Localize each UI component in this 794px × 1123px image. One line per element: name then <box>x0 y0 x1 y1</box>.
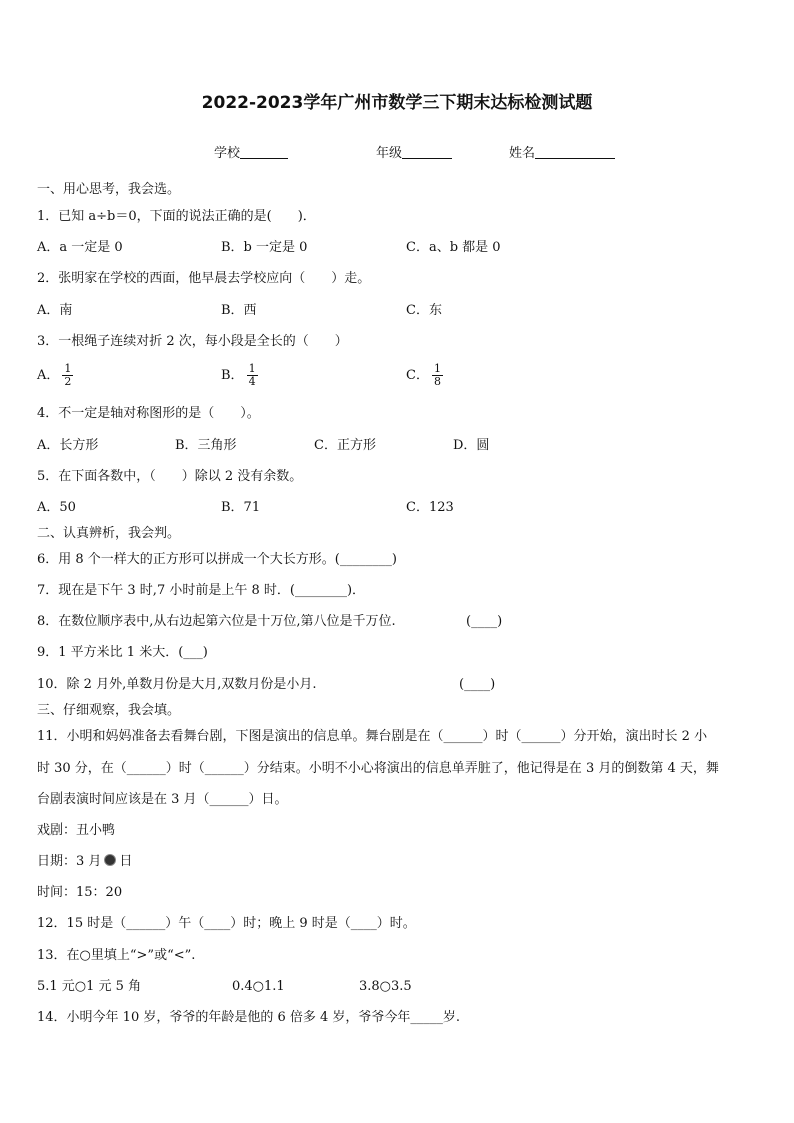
q3-option-a[interactable] <box>37 363 73 388</box>
question-11-line-3: 台剧表演时间应该是在 3 月（______）日。 <box>37 792 288 807</box>
name-label: 姓名 <box>509 146 536 161</box>
fraction <box>432 363 443 388</box>
info-play: 戏剧：丑小鸭 <box>37 823 116 838</box>
question-1: 1．已知 a÷b＝0，下面的说法正确的是( )． <box>37 209 316 224</box>
question-6: 6．用 8 个一样大的正方形可以拼成一个大长方形。(________) <box>37 552 397 567</box>
question-4: 4．不一定是轴对称图形的是（ ）。 <box>37 406 260 421</box>
question-13: 13．在○里填上“>”或“<”. <box>37 948 196 963</box>
q5-option-a[interactable]: A．50 <box>37 500 76 515</box>
name-blank[interactable] <box>535 145 615 159</box>
smudge-icon <box>104 854 116 866</box>
question-11-line-1: 11．小明和妈妈准备去看舞台剧，下图是演出的信息单。舞台剧是在（______）时（______）分开始，演出时长 2 小 <box>37 729 708 744</box>
info-time: 时间：15：20 <box>37 885 123 900</box>
q3-option-a-label: A． <box>37 368 60 383</box>
section-heading-2: 二、认真辨析，我会判。 <box>37 526 181 541</box>
q1-option-c[interactable]: C．a、b 都是 0 <box>406 240 501 255</box>
q4-option-c[interactable]: C．正方形 <box>314 438 376 453</box>
q3-option-b-label: B． <box>221 368 244 383</box>
q2-option-b[interactable]: B．西 <box>221 303 257 318</box>
q1-option-b[interactable]: B．b 一定是 0 <box>221 240 308 255</box>
question-5: 5．在下面各数中，（ ）除以 2 没有余数。 <box>37 469 303 484</box>
fraction <box>62 363 73 388</box>
grade-label: 年级 <box>376 146 403 161</box>
section-heading-3: 三、仔细观察，我会填。 <box>37 703 181 718</box>
question-3: 3．一根绳子连续对折 2 次，每小段是全长的（ ） <box>37 334 348 349</box>
q10-answer-blank[interactable]: (____) <box>459 677 496 692</box>
info-date <box>37 854 132 870</box>
q3-option-c[interactable] <box>406 363 443 388</box>
q13-compare-b[interactable]: 0.4○1.1 <box>232 979 285 994</box>
grade-field <box>376 142 452 161</box>
question-10: 10．除 2 月外,单数月份是大月,双数月份是小月. <box>37 677 317 692</box>
question-14: 14．小明今年 10 岁，爷爷的年龄是他的 6 倍多 4 岁，爷爷今年_____岁. <box>37 1010 461 1025</box>
info-date-prefix: 日期：3 月 <box>37 854 102 869</box>
fraction-numerator: 1 <box>248 362 256 375</box>
fraction-numerator: 1 <box>64 362 72 375</box>
fraction-denominator: 4 <box>248 375 256 388</box>
question-12: 12．15 时是（______）午（____）时；晚上 9 时是（____）时。 <box>37 916 416 931</box>
info-date-suffix: 日 <box>119 854 133 869</box>
school-blank[interactable] <box>240 145 288 159</box>
question-2: 2．张明家在学校的西面，他早晨去学校应向（ ）走。 <box>37 271 371 286</box>
grade-blank[interactable] <box>402 145 452 159</box>
question-11-line-2: 时 30 分，在（______）时（______）分结束。小明不小心将演出的信息单弄脏了，他记得是在 3 月的倒数第 4 天，舞 <box>37 761 719 776</box>
q2-option-c[interactable]: C．东 <box>406 303 442 318</box>
section-heading-1: 一、用心思考，我会选。 <box>37 182 181 197</box>
fraction-denominator: 2 <box>64 375 72 388</box>
fraction-numerator: 1 <box>433 362 441 375</box>
page-title: 2022-2023学年广州市数学三下期末达标检测试题 <box>201 93 593 113</box>
school-field <box>214 142 288 161</box>
q13-compare-a[interactable]: 5.1 元○1 元 5 角 <box>37 979 142 994</box>
q4-option-a[interactable]: A．长方形 <box>37 438 99 453</box>
question-7: 7．现在是下午 3 时,7 小时前是上午 8 时．(________)． <box>37 583 366 598</box>
fraction-denominator: 8 <box>433 375 441 388</box>
question-9: 9．1 平方米比 1 米大．(___) <box>37 645 208 660</box>
fraction <box>247 363 258 388</box>
q4-option-d[interactable]: D．圆 <box>453 438 490 453</box>
q4-option-b[interactable]: B．三角形 <box>175 438 237 453</box>
q8-answer-blank[interactable]: (____) <box>466 614 503 629</box>
q13-compare-c[interactable]: 3.8○3.5 <box>359 979 412 994</box>
school-label: 学校 <box>214 146 241 161</box>
question-8: 8．在数位顺序表中,从右边起第六位是十万位,第八位是千万位. <box>37 614 396 629</box>
q1-option-a[interactable]: A．a 一定是 0 <box>37 240 123 255</box>
name-field <box>509 142 615 161</box>
q5-option-c[interactable]: C．123 <box>406 500 454 515</box>
q5-option-b[interactable]: B．71 <box>221 500 261 515</box>
q2-option-a[interactable]: A．南 <box>37 303 73 318</box>
q3-option-c-label: C． <box>406 368 429 383</box>
q3-option-b[interactable] <box>221 363 258 388</box>
